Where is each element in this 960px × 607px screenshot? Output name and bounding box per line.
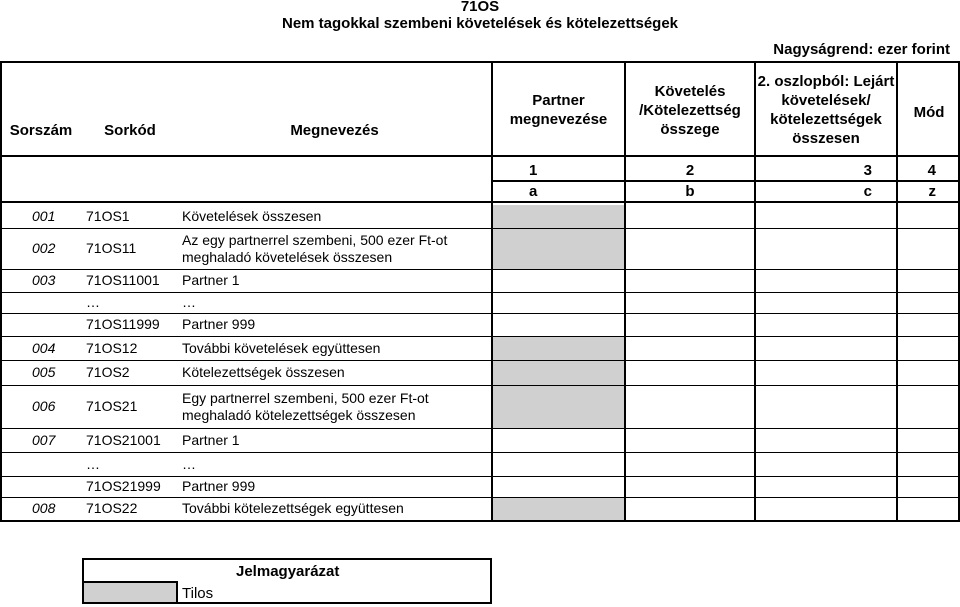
disabled-cell [493,386,624,428]
row-code: 71OS12 [86,339,138,356]
row-name: … [182,294,196,310]
row-name: Partner 999 [182,316,256,332]
row-name: Egy partnerrel szembeni, 500 ezer Ft-ot meghaladó kötelezettségek összesen [182,389,429,423]
row-number [32,476,80,497]
colletter-c: c [863,183,872,200]
disabled-cell [493,498,624,520]
row-number: 003 [32,272,56,288]
legend-title: Jelmagyarázat [236,563,340,580]
row-number [32,313,80,336]
legend-item: Tilos [182,585,214,602]
row-code: 71OS11 [86,240,137,256]
disabled-cell [493,205,624,228]
unit-label: Nagyságrend: ezer forint [773,41,950,58]
row-code: 71OS2 [86,364,130,380]
header-sorkod: Sorkód [104,121,156,139]
row-name: Partner 999 [182,478,256,494]
row-name: Partner 1 [182,431,240,448]
row-separator [0,520,960,521]
row-number: 002 [32,240,56,256]
row-code: … [86,294,100,310]
colnum-4: 4 [927,161,936,179]
row-name: Partner 1 [182,272,240,288]
row-name: További követelések együttesen [182,339,381,356]
row-code: 71OS11001 [86,272,160,288]
row-code: 71OS11999 [86,316,160,332]
row-name: További kötelezettségek együttesen [182,500,404,516]
header-lejart: 2. oszlopból: Lejárt követelések/ kötelezettségek összesen [757,73,895,147]
row-number: 008 [32,500,56,516]
header-megnevezes: Megnevezés [290,121,379,139]
header-sorszam: Sorszám [9,121,73,139]
disabled-cell [493,361,624,385]
row-code: 71OS22 [86,500,138,516]
colnum-1: 1 [529,161,538,179]
header-partner: Partner megnevezése [509,92,608,128]
colletter-a: a [529,183,538,200]
row-code: 71OS21 [86,398,138,414]
row-number: 004 [32,339,56,356]
disabled-cell [493,337,624,360]
colnum-2: 2 [685,161,695,179]
row-code: 71OS21999 [86,478,161,494]
colletter-b: b [685,183,695,200]
header-mod: Mód [913,103,945,121]
row-number: 006 [32,398,56,414]
row-code: … [86,455,100,472]
row-number: 001 [32,207,56,224]
row-number: 005 [32,364,56,380]
row-code: 71OS21001 [86,431,161,448]
row-number: 007 [32,431,56,448]
row-number [32,452,80,476]
legend-gray-swatch [82,581,178,604]
form-title: Nem tagokkal szembeni követelések és kötelezettségek [281,15,679,32]
form-code: 71OS [460,0,500,15]
row-name: Követelések összesen [182,207,322,224]
header-kovetelés: Követelés /Kötelezettség összege [639,82,741,138]
row-code: 71OS1 [86,207,130,224]
disabled-cell [493,229,624,269]
row-name: Kötelezettségek összesen [182,364,345,380]
row-number [32,292,80,313]
row-name: … [182,455,196,472]
row-name: Az egy partnerrel szembeni, 500 ezer Ft-ot meghaladó követelések összesen [182,231,448,265]
colletter-z: z [928,183,936,200]
colnum-3: 3 [863,161,872,179]
